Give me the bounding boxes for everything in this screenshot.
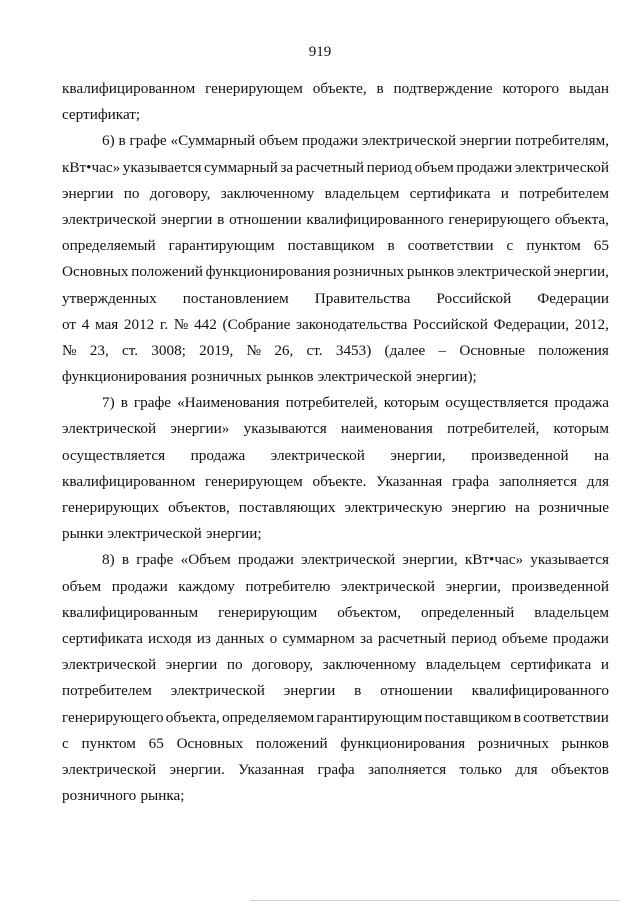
scan-edge-line <box>250 900 620 901</box>
text-line: квалифицированным генерирующим объектом, определенный владельцем <box>62 603 609 621</box>
text-line: генерирующих объектов, поставляющих электрическую энергию на розничные <box>62 499 609 516</box>
text-line: рынки электрической энергии; <box>62 525 262 543</box>
document-body <box>62 76 609 809</box>
text-line: энергии по договору, заключенному владельцем сертификата и потребителем <box>62 184 609 202</box>
text-line: электрической энергии. Указанная графа заполняется только для объектов <box>62 760 609 778</box>
text-line: сертификат; <box>62 106 141 124</box>
text-line: объем продажи каждому потребителю электрической энергии, произведенной <box>62 577 609 595</box>
text-line: № 23, ст. 3008; 2019, № 26, ст. 3453) (далее – Основные положения <box>62 341 609 359</box>
text-line: квалифицированном генерирующем объекте, в подтверждение которого выдан <box>62 80 609 97</box>
page-number: 919 <box>308 44 332 60</box>
text-line: потребителем электрической энергии в отношении квалифицированного <box>62 682 609 700</box>
text-line: генерирующего объекта, определяемом гарантирующим поставщиком в соответствии <box>62 708 609 726</box>
text-line: розничного рынка; <box>62 787 185 805</box>
text-line: электрической энергии» указываются наименования потребителей, которым <box>62 420 609 438</box>
text-line: квалифицированном генерирующем объекте. Указанная графа заполняется для <box>62 472 609 490</box>
text-line: кВт•час» указывается суммарный за расчетный период объем продажи электрической <box>62 158 609 176</box>
text-line: сертификата исходя из данных о суммарном за расчетный период объеме продажи <box>62 629 609 647</box>
text-line: 6) в графе «Суммарный объем продажи электрической энергии потребителям, <box>102 132 609 150</box>
text-line: с пунктом 65 Основных положений функционирования розничных рынков <box>62 734 609 752</box>
text-line: электрической энергии в отношении квалифицированного генерирующего объекта, <box>62 210 609 228</box>
text-line: Основных положений функционирования розничных рынков электрической энергии, <box>62 263 609 281</box>
text-line: функционирования розничных рынков электрической энергии); <box>62 368 477 386</box>
text-line: утвержденных постановлением Правительства Российской Федерации <box>62 289 609 307</box>
text-line: осуществляется продажа электрической энергии, произведенной на <box>62 446 609 464</box>
text-line: от 4 мая 2012 г. № 442 (Собрание законодательства Российской Федерации, 2012, <box>62 315 609 333</box>
text-line: 8) в графе «Объем продажи электрической энергии, кВт•час» указывается <box>102 551 609 569</box>
text-line: электрической энергии по договору, заключенному владельцем сертификата и <box>62 656 609 674</box>
text-line: 7) в графе «Наименования потребителей, которым осуществляется продажа <box>102 394 609 412</box>
text-line: определяемый гарантирующим поставщиком в соответствии с пунктом 65 <box>62 237 609 255</box>
